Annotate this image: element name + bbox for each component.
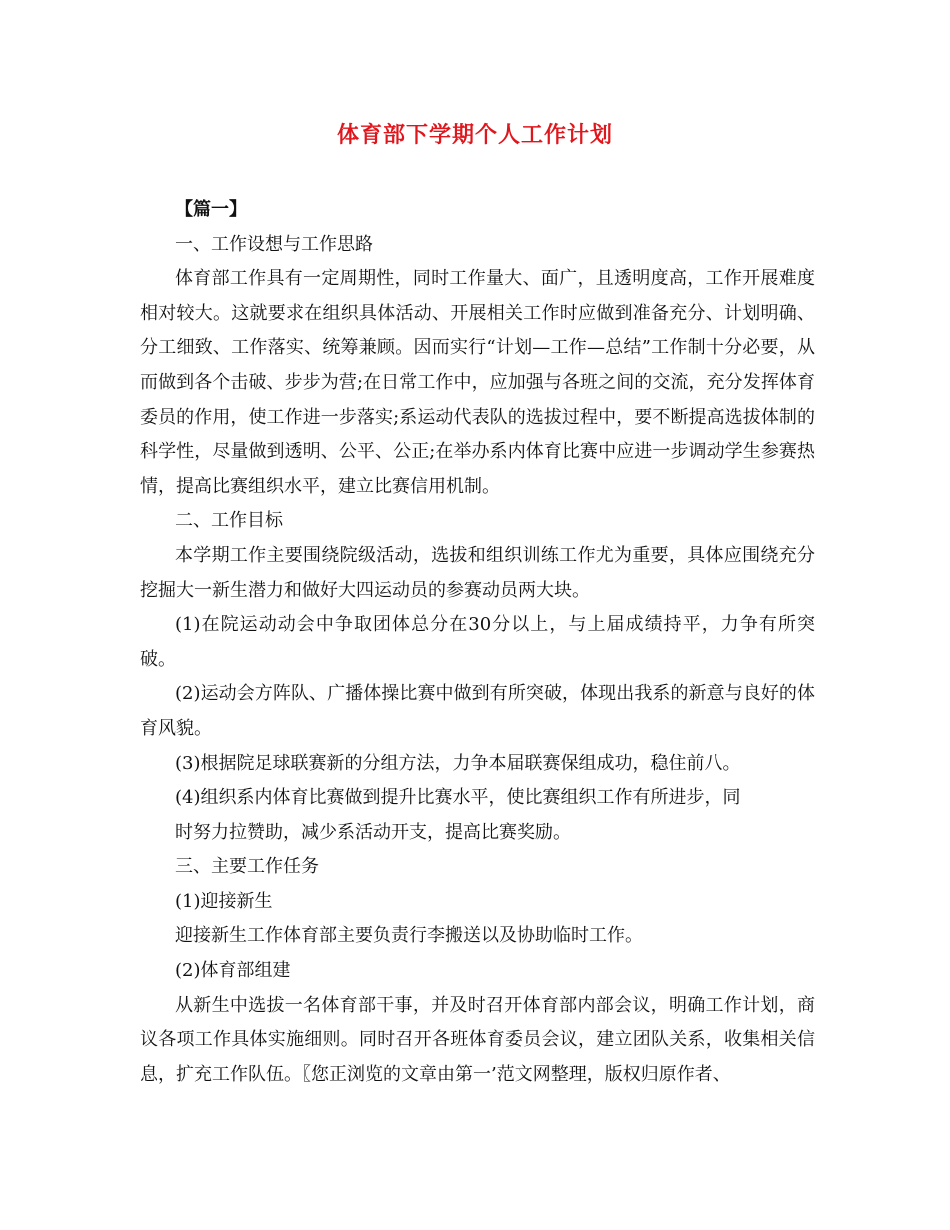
list-item: (3)根据院足球联赛新的分组方法，力争本届联赛保组成功，稳住前八。	[175, 752, 741, 774]
document-title: 体育部下学期个人工作计划	[336, 123, 613, 148]
subsection-heading: (2)体育部组建	[175, 960, 291, 982]
paragraph: 从新生中选拔一名体育部干事，并及时召开体育部内部会议，明确工作计划，商议各项工作具体实施细则。同时召开各班体育委员会议，建立团队关系，收集相关信息，扩充工作队伍。〖您正浏览的文章由第一’范文网整理，版权归原作者、	[140, 994, 815, 1085]
list-item: (1)在院运动动会中争取团体总分在30分以上，与上届成绩持平，力争有所突破。	[140, 614, 815, 670]
list-item: (4)组织系内体育比赛做到提升比赛水平，使比赛组织工作有所进步，同	[175, 787, 741, 809]
section-heading: 一、工作设想与工作思路	[175, 233, 373, 255]
paragraph: 体育部工作具有一定周期性，同时工作量大、面广，且透明度高，工作开展难度相对较大。这就要求在组织具体活动、开展相关工作时应做到准备充分、计划明确、分工细致、工作落实、统筹兼顾。因而实行“计划—工作—总结”工作制十分必要，从而做到各个击破、步步为营;在日常工作中，应加强与各班之间的交流，充分发挥体育委员的作用，使工作进一步落实;系运动代表队的选拔过程中，要不断提高选拔体制的科学性，尽量做到透明、公平、公正;在举办系内体育比赛中应进一步调动学生参赛热情，提高比赛组织水平，建立比赛信用机制。	[140, 268, 815, 497]
subsection-heading: (1)迎接新生	[175, 890, 273, 912]
list-item-continuation: 时努力拉赞助，减少系活动开支，提高比赛奖励。	[175, 821, 571, 843]
document-body	[140, 193, 815, 1092]
paragraph: 迎接新生工作体育部主要负责行李搬送以及协助临时工作。	[175, 925, 643, 947]
section-marker: 【篇一】	[175, 199, 247, 220]
paragraph: 本学期工作主要围绕院级活动，选拔和组织训练工作尤为重要，具体应围绕充分挖掘大一新生潜力和做好大四运动员的参赛动员两大块。	[140, 544, 815, 601]
section-heading: 三、主要工作任务	[175, 856, 319, 878]
list-item: (2)运动会方阵队、广播体操比赛中做到有所突破，体现出我系的新意与良好的体育风貌。	[140, 683, 815, 739]
section-heading: 二、工作目标	[175, 510, 283, 532]
